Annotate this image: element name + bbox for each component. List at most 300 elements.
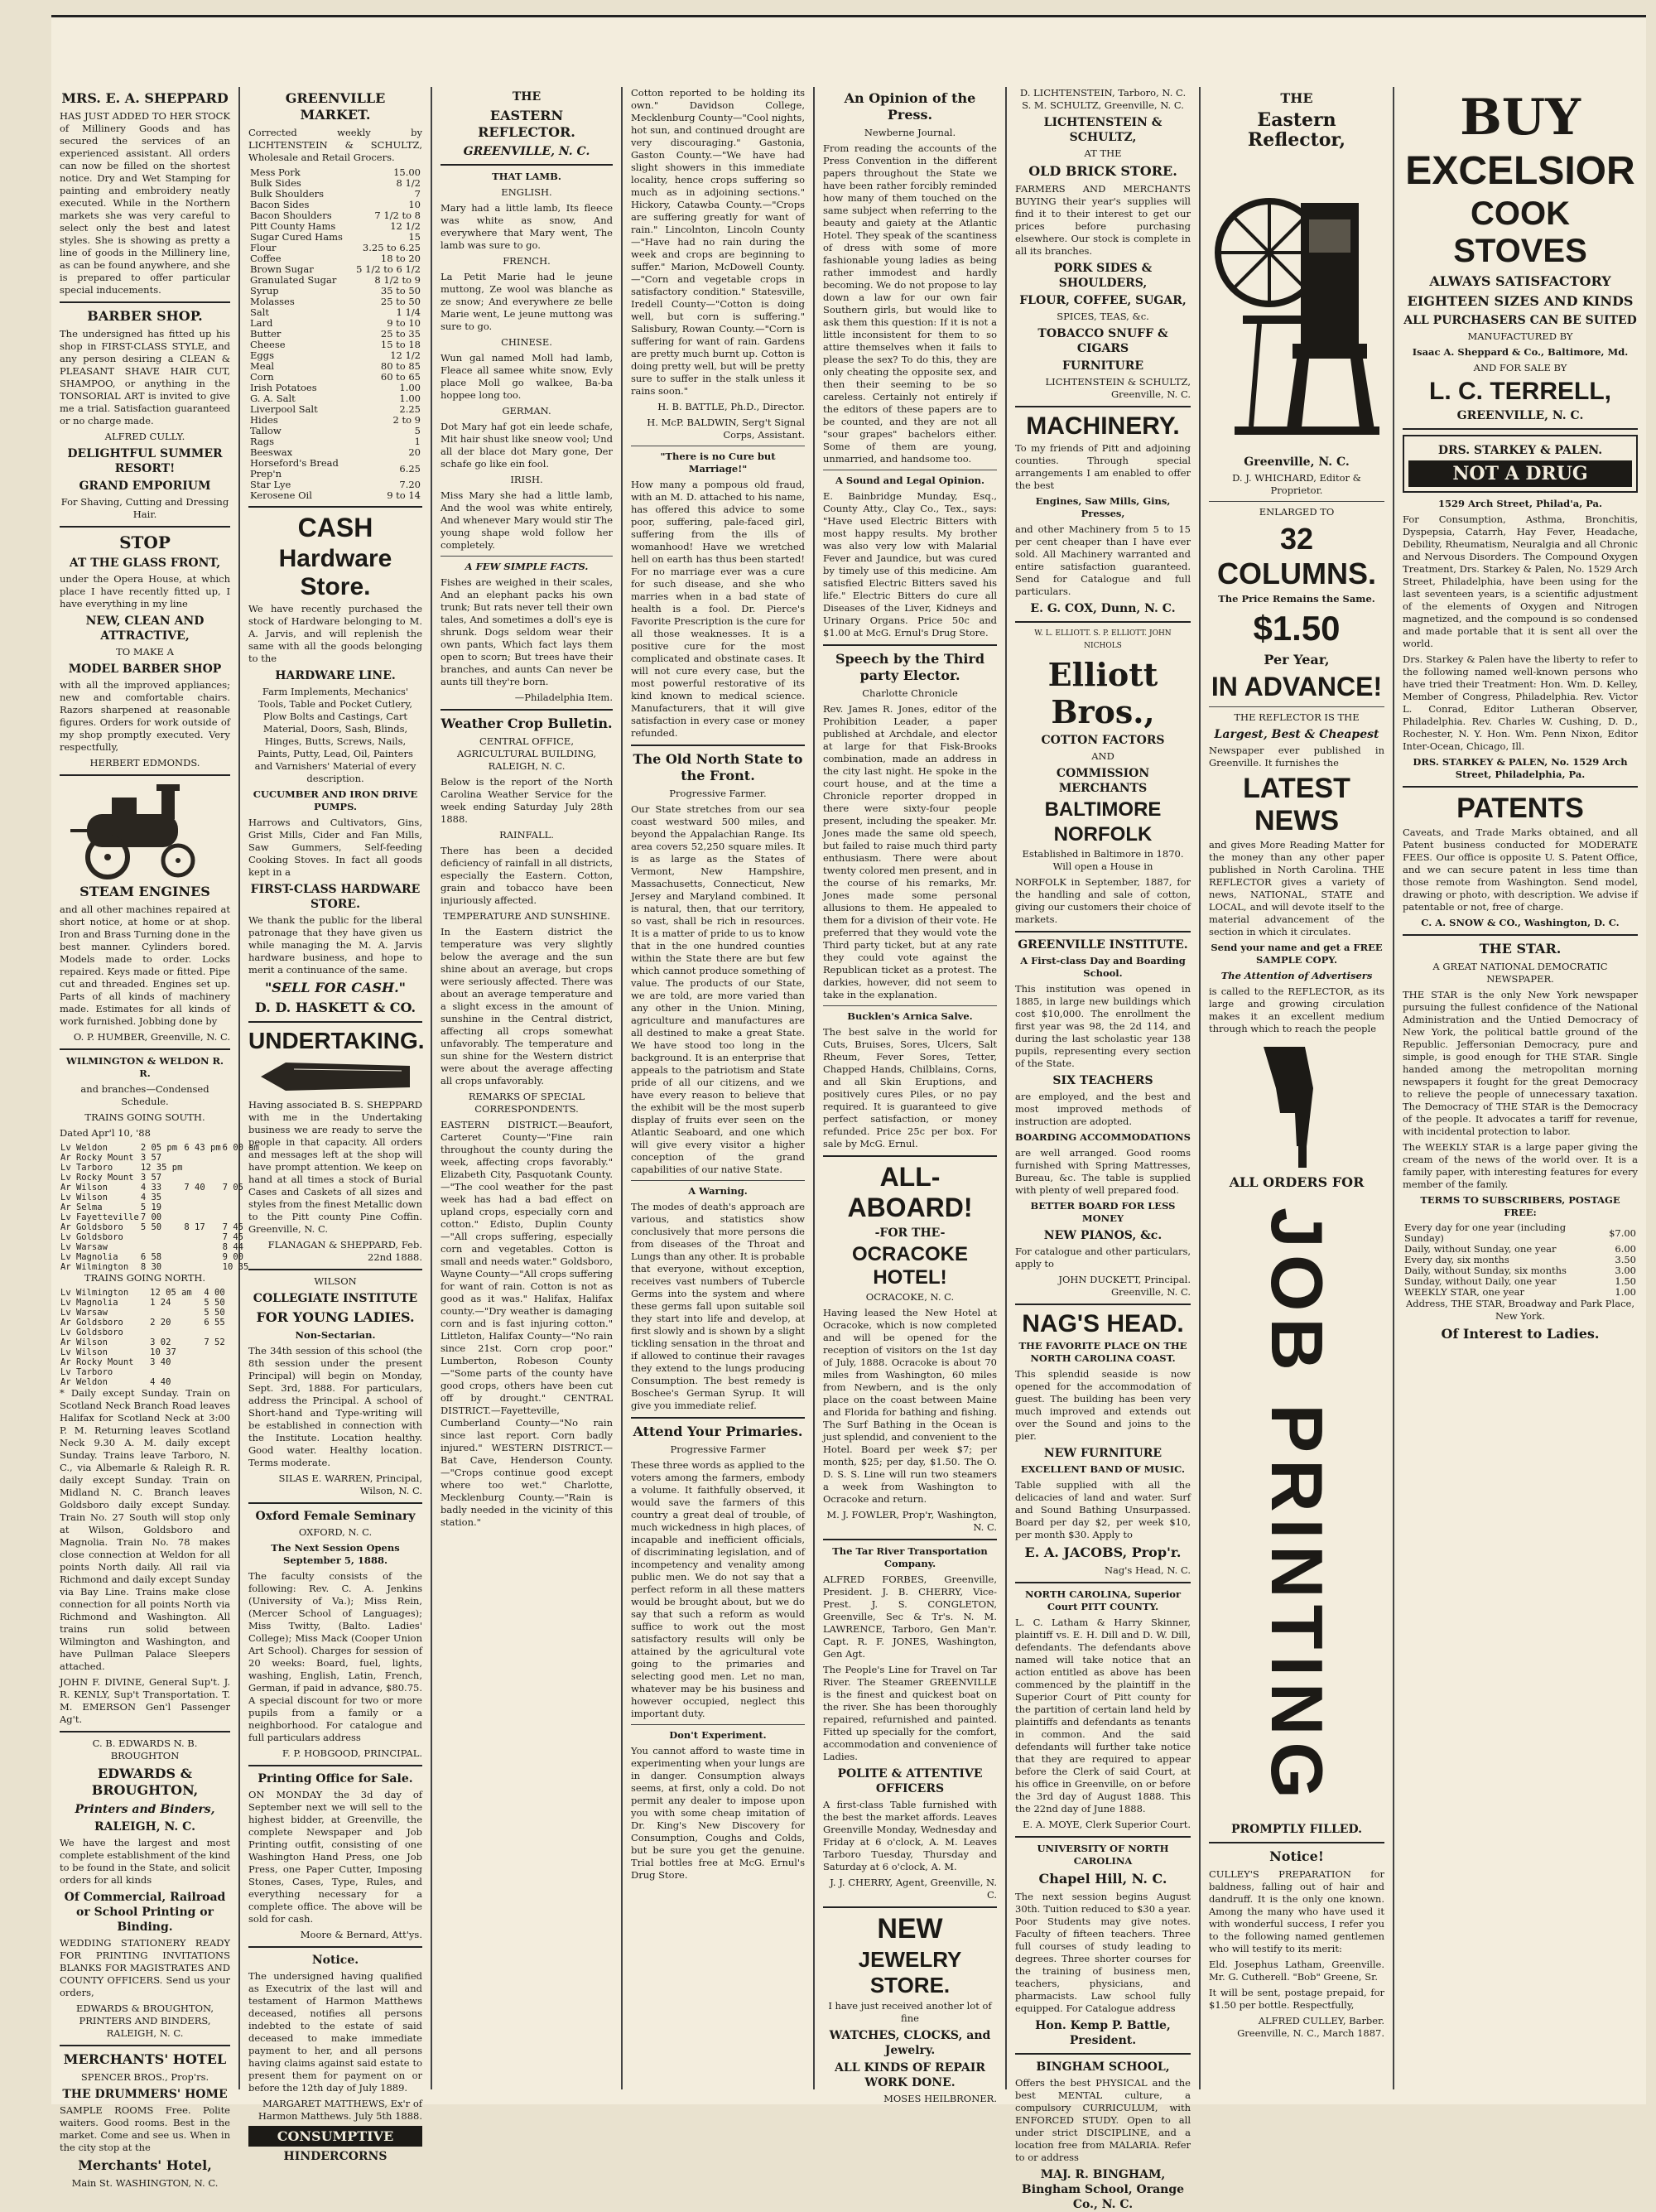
wil-pre: WILSON bbox=[314, 1275, 357, 1287]
und-sign: FLANAGAN & SHEPPARD, Feb. 22nd 1888. bbox=[267, 1239, 422, 1263]
mar-body: How many a pompous old fraud, with an M. D. attached to his name, has offered this advice to some poor, suffering, pale-faced girl, suffering from the ills of womanhood! Have we wretched hell on earth has thus been started! For no marriage ever was a cure for such disease, and she who marries when in a bad state of health is a fool. Dr. Pierce's Favorite Prescription is the cure for all those weaknesses. It is a positive cure for the most complicated and obstinate cases. It will not cure every case, but the most powerful restorative of its kind known to medical science. Manufacturers, that it will give satisfaction in every case or money refunded. bbox=[631, 479, 805, 739]
ls-names: D. LICHTENSTEIN, Tarboro, N. C. S. M. SCHULTZ, Greenville, N. C. bbox=[1019, 87, 1187, 111]
aa-title: ALL-ABOARD! bbox=[847, 1162, 973, 1222]
rr-cell: 12 05 am bbox=[150, 1288, 192, 1298]
wil-body: The 34th session of this school (the 8th session under the present Principal) will begin on Monday, Sept. 3rd, 1888. For particulars, address the Principal. A school of Short-hand and Type-writing will be established in connection with the Institute. Location healthy. Good water. Healthy location. Terms moderate. bbox=[248, 1345, 422, 1468]
rr-row bbox=[60, 1193, 260, 1202]
th-body3: is called to the REFLECTOR, as its large and growing circulation makes it an excellent medium through which to reach the people bbox=[1209, 986, 1384, 1034]
market-row bbox=[248, 426, 422, 436]
lamb-eng: ENGLISH. bbox=[501, 186, 552, 198]
eb-line2: Of Commercial, Railroad or School Printing or Binding. bbox=[64, 1891, 226, 1934]
rr-cell: 12 35 pm bbox=[140, 1163, 183, 1173]
rr-cell: Lv Tarboro bbox=[60, 1367, 113, 1377]
facts-text: Fishes are weighed in their scales, And an elephant packs his own trunk; But rats never tell their own tales, And sometimes a doll's eye is shrunk. Dogs seldom wear their own pants, Which fact lays them open to scorn; But trees have their branches, and aunts Can never be aunts till they're born. bbox=[440, 576, 613, 687]
rr-cell bbox=[183, 1173, 221, 1183]
hw-sell: "SELL FOR CASH." bbox=[264, 980, 407, 995]
rr-row bbox=[60, 1232, 260, 1242]
market-cell: 6.25 bbox=[399, 462, 421, 475]
eb-city: RALEIGH, N. C. bbox=[94, 1820, 195, 1834]
rr-cell: 4 00 bbox=[204, 1288, 225, 1298]
market-cell: 2 to 9 bbox=[392, 414, 421, 426]
mc-title: MACHINERY. bbox=[1026, 412, 1180, 440]
rr-cell: Lv Warsaw bbox=[60, 1308, 108, 1318]
rr-cell: Lv Goldsboro bbox=[60, 1328, 123, 1337]
column-7 bbox=[1201, 87, 1394, 2089]
market-cell: Rags bbox=[250, 436, 275, 447]
rr-north: TRAINS GOING NORTH. bbox=[84, 1272, 206, 1284]
terms-cell: 1.00 bbox=[1615, 1286, 1636, 1298]
rr-row bbox=[60, 1288, 230, 1298]
lamb-ch: CHINESE. bbox=[501, 336, 552, 348]
eb-title: EDWARDS & BROUGHTON, bbox=[91, 1766, 199, 1798]
lamb-ch-text: Wun gal named Moll had lamb, Fleace all samee white snow, Evly place Moll go walkee, Ba-ba hoppee long too. bbox=[440, 352, 613, 401]
rr-cell: Lv Wilson bbox=[60, 1193, 108, 1202]
rr-row bbox=[60, 1328, 230, 1337]
market-cell: 12 1/2 bbox=[390, 349, 421, 361]
market-cell: Coffee bbox=[250, 253, 282, 264]
market-cell: Granulated Sugar bbox=[250, 274, 337, 286]
tr-sign: J. J. CHERRY, Agent, Greenville, N. C. bbox=[830, 1877, 997, 1901]
sp-not: NOT A DRUG bbox=[1408, 460, 1632, 487]
terms-cell: 3.50 bbox=[1615, 1254, 1636, 1265]
market-cell: 1.00 bbox=[399, 393, 421, 404]
rr-cell: Ar Wilmington bbox=[60, 1262, 129, 1272]
rr-cell bbox=[183, 1242, 221, 1252]
top-sign2: H. McP. BALDWIN, Serg't Signal Corps, Assistant. bbox=[647, 417, 805, 441]
th-notice-body: CULLEY'S PREPARATION for baldness, falling out of hair and dandruff. It is the only one known. Among the many who have used it with wonderful success, I refer you to the following named gentlemen who will testify to its merit: bbox=[1209, 1867, 1384, 1954]
eighteen: EIGHTEEN SIZES AND KINDS bbox=[1407, 293, 1634, 309]
th-enlarged: ENLARGED TO bbox=[1259, 506, 1335, 518]
op-title: An Opinion of the Press. bbox=[844, 90, 976, 123]
stop-sub: AT THE GLASS FRONT, bbox=[69, 557, 221, 570]
market-cell: 3.25 to 6.25 bbox=[362, 242, 421, 253]
nc-sign: E. A. MOYE, Clerk Superior Court. bbox=[1023, 1819, 1191, 1830]
barber-title: BARBER SHOP. bbox=[87, 308, 203, 324]
rr-row bbox=[60, 1357, 230, 1367]
market-cell: Flour bbox=[250, 242, 277, 253]
eb6-and: AND bbox=[1091, 750, 1114, 762]
bs-title: BINGHAM SCHOOL, bbox=[1036, 2060, 1170, 2074]
ls-title: LICHTENSTEIN & SCHULTZ, bbox=[1043, 116, 1163, 144]
ls-line4: TOBACCO SNUFF & CIGARS bbox=[1037, 327, 1168, 355]
nt-body: The undersigned having qualified as Executrix of the last will and testament of Harmon Matthews deceased, notifies all persons indebted to the estate of said deceased to make immediate payment to her, and all persons having claims against said estate to present them for payment on or before the 12th day of July 1889. bbox=[248, 1970, 422, 2094]
rr-cell: 4 40 bbox=[150, 1377, 171, 1387]
sp-src: Charlotte Chronicle bbox=[862, 687, 958, 699]
rr-cell bbox=[149, 1328, 201, 1337]
eb6-est: Established in Baltimore in 1870. Will open a House in bbox=[1022, 848, 1184, 872]
market-cell: 12 1/2 bbox=[390, 220, 421, 232]
rr-row bbox=[60, 1212, 260, 1222]
wil-tag: Non-Sectarian. bbox=[295, 1329, 376, 1341]
terms-cell: Every day for one year (including Sunday) bbox=[1404, 1222, 1567, 1244]
nh-addr: Nag's Head, N. C. bbox=[1104, 1564, 1191, 1576]
ons-src: Progressive Farmer. bbox=[669, 788, 767, 799]
ba-body: The best salve in the world for Cuts, Bruises, Sores, Ulcers, Salt Rheum, Fever Sores, Tetter, Chapped Hands, Chilblains, Corns, and all Skin Eruptions, and positively cures Piles, or no pay required. It is guaranteed to give perfect satisfaction, or money refunded. Price 25c per box. For sale by McG. Ernul. bbox=[823, 1026, 997, 1149]
th-the: THE bbox=[1280, 90, 1313, 106]
rr-south: TRAINS GOING SOUTH. bbox=[84, 1111, 205, 1123]
rr-cell: 5 50 bbox=[204, 1298, 225, 1308]
exp-title: Don't Experiment. bbox=[669, 1729, 767, 1741]
market-cell: Irish Potatoes bbox=[250, 382, 317, 393]
printing-press-illustration bbox=[1210, 153, 1384, 451]
rr-cell: 4 35 bbox=[140, 1193, 162, 1202]
eb6-body: NORFOLK in September, 1887, for the handling and sale of cotton, giving our customers their choice of markets. bbox=[1015, 876, 1191, 925]
terrell-city: GREENVILLE, N. C. bbox=[1456, 409, 1584, 422]
pat-body: Caveats, and Trade Marks obtained, and all Patent business conducted for MODERATE FEES. Our office is opposite U. S. Patent Office, and we can secure patent in less time than those remote from Washington. Send model, drawing or photo, with description. We advise if patentable or not, free of charge. bbox=[1403, 826, 1638, 913]
rr-cell: Lv Rocky Mount bbox=[60, 1173, 134, 1183]
market-cell: Bacon Sides bbox=[250, 199, 310, 210]
market-cell: 7.20 bbox=[399, 479, 421, 490]
un-sign: Hon. Kemp P. Battle, President. bbox=[1035, 2019, 1171, 2047]
rr-row bbox=[60, 1298, 230, 1308]
resort-title: DELIGHTFUL SUMMER RESORT! bbox=[67, 447, 223, 475]
ls-at: AT THE bbox=[1084, 147, 1122, 159]
th-cols: 32 COLUMNS. bbox=[1217, 522, 1376, 590]
rr-row bbox=[60, 1377, 230, 1387]
nh-sign: E. A. JACOBS, Prop'r. bbox=[1024, 1545, 1182, 1560]
pat-title: PATENTS bbox=[1456, 793, 1584, 824]
rr-cell: 7 45 bbox=[222, 1222, 243, 1232]
market-cell: Meal bbox=[250, 360, 275, 372]
column-2 bbox=[240, 87, 432, 2163]
ayp-title: Attend Your Primaries. bbox=[633, 1424, 803, 1439]
mh-addr: Main St. WASHINGTON, N. C. bbox=[71, 2177, 219, 2189]
rr-cell bbox=[140, 1242, 184, 1252]
rr-cell: 6 58 bbox=[140, 1252, 162, 1262]
steam-engine-illustration bbox=[62, 781, 228, 880]
rr-row bbox=[60, 1337, 230, 1347]
aa-sign: M. J. FOWLER, Prop'r, Washington, N. C. bbox=[826, 1509, 997, 1533]
ss-title: A Sound and Legal Opinion. bbox=[835, 475, 984, 486]
rr-row bbox=[60, 1262, 260, 1272]
nj-title2: JEWELRY STORE. bbox=[858, 1947, 962, 1998]
aa-body: Having leased the New Hotel at Ocracoke, which is now completed and will be opened for the reception of visitors on the 1st day of July, 1888. Ocracoke is about 70 miles from Washington, 60 miles from Newbern, and is the only place on the coast between Maine and Florida for bathing and fishing. The Surf Bathing in the Ocean is just splendid, and convenient to the Hotel. Board per week $7; per month, $25; per day, $1.50. The O. D. S. S. Line will run two steamers a week from Washington to Ocracoke and return. bbox=[823, 1307, 997, 1505]
market-cell: 5 1/2 to 6 1/2 bbox=[356, 263, 421, 275]
gi-sign: JOHN DUCKETT, Principal. Greenville, N. C. bbox=[1058, 1274, 1191, 1298]
rr-cell bbox=[183, 1202, 221, 1212]
th-send: Send your name and get a FREE SAMPLE COPY. bbox=[1211, 942, 1383, 966]
market-cell: Eggs bbox=[250, 349, 275, 361]
eb6-sub: COTTON FACTORS bbox=[1041, 734, 1165, 747]
market-cell: Molasses bbox=[250, 296, 295, 307]
rr-row bbox=[60, 1347, 230, 1357]
gi-better: BETTER BOARD FOR LESS MONEY bbox=[1030, 1200, 1176, 1224]
bs-sign: MAJ. R. BINGHAM, Bingham School, Orange Co., N. C. bbox=[1021, 2168, 1185, 2211]
sp-brand: DRS. STARKEY & PALEN. bbox=[1437, 444, 1603, 457]
market-cell: Beeswax bbox=[250, 446, 293, 458]
hw-line2: FIRST-CLASS HARDWARE STORE. bbox=[250, 883, 421, 911]
mh-title: MERCHANTS' HOTEL bbox=[63, 2051, 227, 2067]
aa-place: OCRACOKE, N. C. bbox=[865, 1291, 955, 1303]
eb6-city2: NORFOLK bbox=[1053, 823, 1153, 846]
pointing-hand-illustration bbox=[1247, 1039, 1346, 1171]
rr-cell: 5 50 bbox=[140, 1222, 162, 1232]
market-cell: 5 bbox=[414, 425, 421, 436]
th-news: LATEST NEWS bbox=[1243, 773, 1350, 836]
market-cell: 10 bbox=[408, 199, 421, 210]
rr-cell: Lv Magnolia bbox=[60, 1252, 118, 1262]
po-body: ON MONDAY the 3d day of September next we will sell to the highest bidder, at Greenville, the complete Newspaper and Job Printing outfit, consisting of one Washington Hand Press, one Job Press, one Paper Cutter, Imposing Stones, Cases, Type, Rules, and everything necessary for a complete office. The above will be sold for cash. bbox=[248, 1789, 422, 1925]
market-sub: Corrected weekly by LICHTENSTEIN & SCHULTZ, Wholesale and Retail Grocers. bbox=[248, 127, 422, 163]
th-promptly: PROMPTLY FILLED. bbox=[1231, 1822, 1362, 1836]
tr-title: The Tar River Transportation Company. bbox=[832, 1545, 988, 1569]
ox-line: The Next Session Opens September 5, 1888. bbox=[271, 1542, 400, 1566]
lamb-de-text: Dot Mary haf got ein leede schafe, Mit hair shust like sneow vool; Und all der blace dot Mary gone, Der schafe go like ein fool. bbox=[440, 421, 613, 470]
nj-line2: ALL KINDS OF REPAIR WORK DONE. bbox=[835, 2061, 985, 2089]
column-5 bbox=[815, 87, 1007, 2104]
rr-schedule-south bbox=[60, 1143, 260, 1272]
nh-sub: THE FAVORITE PLACE ON THE NORTH CAROLINA COAST. bbox=[1018, 1340, 1187, 1364]
eb6-city: BALTIMORE bbox=[1044, 798, 1162, 821]
rr-cell bbox=[183, 1153, 221, 1163]
op-src: Newberne Journal. bbox=[864, 127, 956, 138]
nj-body: I have just received another lot of fine bbox=[828, 2000, 992, 2024]
market-cell: 25 to 50 bbox=[380, 296, 421, 307]
star-sub: A GREAT NATIONAL DEMOCRATIC NEWSPAPER. bbox=[1432, 961, 1608, 985]
facts-src: —Philadelphia Item. bbox=[514, 692, 613, 703]
th-attn: The Attention of Advertisers bbox=[1220, 970, 1373, 981]
market-row bbox=[248, 490, 422, 501]
lamb-fr: FRENCH. bbox=[503, 255, 551, 267]
ons-title: The Old North State to the Front. bbox=[633, 751, 803, 783]
tr-line: POLITE & ATTENTIVE OFFICERS bbox=[837, 1767, 983, 1795]
th-notice-refs: Eld. Josephus Latham, Greenville. Mr. G. Cutherell. "Bob" Greene, Sr. bbox=[1209, 1958, 1384, 1983]
sp-sign: DRS. STARKEY & PALEN, No. 1529 Arch Street, Philadelphia, Pa. bbox=[1413, 756, 1628, 780]
th-dollar: $1.50 bbox=[1253, 609, 1341, 648]
wil-sub: FOR YOUNG LADIES. bbox=[256, 1309, 415, 1325]
buy: BUY bbox=[1460, 89, 1581, 147]
rr-row bbox=[60, 1153, 260, 1163]
pat-sign: C. A. SNOW & CO., Washington, D. C. bbox=[1421, 917, 1620, 928]
barber-body: The undersigned has fitted up his shop in FIRST-CLASS STYLE, and any person desiring a CLEAN & PLEASANT SHAVE HAIR CUT, SHAMPOO, or anything in the TONSORIAL ART is invited to give me a trial. Satisfaction guaranteed or no charge made. bbox=[60, 328, 230, 426]
market-cell: Mess Pork bbox=[250, 166, 301, 178]
ls-line3: SPICES, TEAS, &c. bbox=[1057, 311, 1149, 322]
un-sub: Chapel Hill, N. C. bbox=[1038, 1871, 1167, 1887]
hw-title: CASH bbox=[297, 513, 373, 542]
rr-cell bbox=[203, 1367, 230, 1377]
th-is: THE REFLECTOR IS THE bbox=[1234, 711, 1360, 723]
rr-title: WILMINGTON & WELDON R. R. bbox=[65, 1055, 224, 1079]
wcb-rain-text: There has been a decided deficiency of rainfall in all districts, especially the Eastern. Cotton, grain and tobacco have been injuriously affected. bbox=[440, 845, 613, 906]
th-adv: IN ADVANCE! bbox=[1211, 672, 1383, 701]
for-sale: AND FOR SALE BY bbox=[1473, 362, 1567, 373]
all-purchasers: ALL PURCHASERS CAN BE SUITED bbox=[1403, 314, 1637, 327]
rr-cell: 6 55 bbox=[204, 1318, 225, 1328]
market-cell: 15 to 18 bbox=[380, 339, 421, 350]
ox-body: The faculty consists of the following: Rev. C. A. Jenkins (University of Va.); Miss Rein, (Mercer School of Languages); Miss Twitty, (Balto. Ladies' College); Miss Mack (Cooper Union Art School). Charges for session of 20 weeks: Board, fuel, lights, washing, English, Latin, French, German, if paid in advance, $80.75. A special discount for two or more pupils from a family or a neighborhood. For catalogue and full particulars address bbox=[248, 1570, 422, 1743]
barber-sign: ALFRED CULLY. bbox=[104, 431, 185, 442]
lamb-title: THAT LAMB. bbox=[492, 171, 561, 182]
column-3 bbox=[432, 87, 623, 2089]
gi-pianos: NEW PIANOS, &c. bbox=[1043, 1229, 1163, 1242]
un-body: The next session begins August 30th. Tuition reduced to $30 a year. Poor Students may give notes. Faculty of fifteen teachers. Three full courses of study leading to degrees. Three shorter courses for the training of business men, teachers, physicians, and pharmacists. Law school fully equipped. For Catalogue address bbox=[1015, 1891, 1191, 2014]
rr-row bbox=[60, 1367, 230, 1377]
cons-sub: HINDERCORNS bbox=[283, 2150, 388, 2163]
bs-body: Offers the best PHYSICAL and the best MENTAL culture, a compulsory CURRICULUM, with ENFORCED STUDY. Open to all under strict DISCIPLINE, and a location free from MALARIA. Refer to or address bbox=[1015, 2077, 1191, 2163]
rr-cell: 7 52 bbox=[204, 1337, 225, 1347]
market-cell: 15.00 bbox=[393, 166, 421, 178]
nh-body: This splendid seaside is now opened for the accommodation of guest. The building has been very much improved and extends out over the Sound and joins to the pier. bbox=[1015, 1368, 1191, 1442]
rr-row bbox=[60, 1222, 260, 1232]
und-title: UNDERTAKING. bbox=[248, 1028, 425, 1053]
terms-cell: Daily, without Sunday, six months bbox=[1404, 1265, 1567, 1276]
nj-title: NEW bbox=[877, 1913, 943, 1945]
rr-cell: 3 57 bbox=[140, 1153, 162, 1163]
rr-cell: Lv Wilmington bbox=[60, 1288, 129, 1298]
ba-title: Bucklen's Arnica Salve. bbox=[847, 1010, 973, 1022]
market-cell: Lard bbox=[250, 317, 273, 329]
eb-sign: EDWARDS & BROUGHTON, PRINTERS AND BINDERS, RALEIGH, N. C. bbox=[76, 2002, 214, 2039]
ayp-src: Progressive Farmer bbox=[670, 1443, 766, 1455]
po-sign: Moore & Bernard, Att'ys. bbox=[300, 1929, 422, 1940]
rr-cell: Lv Magnolia bbox=[60, 1298, 118, 1308]
rr-cell bbox=[203, 1347, 230, 1357]
market-cell: Star Lye bbox=[250, 479, 291, 490]
rr-row bbox=[60, 1143, 260, 1153]
rr-cell bbox=[183, 1252, 221, 1262]
mc-line: Engines, Saw Mills, Gins, Presses, bbox=[1035, 495, 1171, 519]
market-cell: Bulk Shoulders bbox=[250, 188, 325, 200]
eb-body: We have the largest and most complete establishment of the kind to be found in the State, and solicit orders for all kinds bbox=[60, 1837, 230, 1886]
gi-body: This institution was opened in 1885, in large new buildings which cost $10,000. The enrollment the first year was 98, the 2d 114, and during the last scholastic year 138 pupils, representing every section of the State. bbox=[1015, 983, 1191, 1069]
th-body2: and gives More Reading Matter for the money than any other paper published in North Carolina. THE REFLECTOR gives a variety of news, NATIONAL, STATE and LOCAL, and will devote itself to the material advancement of the section in which it circulates. bbox=[1209, 839, 1384, 937]
rr-sub: and branches—Condensed Schedule. bbox=[80, 1083, 209, 1107]
market-cell: 9 to 14 bbox=[387, 489, 421, 501]
th-price: The Price Remains the Same. bbox=[1218, 593, 1375, 605]
tr-officers: ALFRED FORBES, Greenville, President. J. B. CHERRY, Vice-Prest. J. S. CONGLETON, Greenville, Sec & Tr's. N. M. LAWRENCE, Tarboro, Gen Man'r. Capt. R. F. JONES, Washington, Gen Agt. bbox=[823, 1573, 997, 1660]
stop-body: under the Opera House, at which place I have recently fitted up, I have everything in my line bbox=[60, 573, 230, 610]
terms-cell: 3.00 bbox=[1615, 1265, 1636, 1276]
hw-sign: D. D. HASKETT & CO. bbox=[254, 1000, 416, 1015]
wcb-rem: REMARKS OF SPECIAL CORRESPONDENTS. bbox=[468, 1091, 585, 1115]
th-notice-sign: ALFRED CULLEY, Barber. Greenville, N. C., March 1887. bbox=[1237, 2014, 1384, 2039]
th-per: Per Year, bbox=[1264, 652, 1330, 667]
market-cell: 8 1/2 to 9 bbox=[374, 274, 421, 286]
eb-sub: Printers and Binders, bbox=[75, 1803, 215, 1816]
ls-body: FARMERS AND MERCHANTS BUYING their year's supplies will find it to their interest to get our prices before purchasing elsewhere. Our stock is complete in all its branches. bbox=[1015, 183, 1191, 257]
rr-cell: 10 37 bbox=[150, 1347, 176, 1357]
gi-body4: For catalogue and other particulars, apply to bbox=[1015, 1246, 1191, 1270]
sheppard-body: HAS JUST ADDED TO HER STOCK of Millinery Goods and has secured the services of an experienced assistant. All orders can now be filled on the shortest notice. Dry and Wet Stamping for painting and embroidery neatly executed. While in the Northern markets she was very careful to select only the best and latest styles. She is showing as pretty a line of goods in the Millinery line, as can be found anywhere, and she is prepared to offer particular special inducements. bbox=[60, 110, 230, 296]
rr-cell bbox=[183, 1232, 221, 1242]
rr-cell: Ar Rocky Mount bbox=[60, 1153, 134, 1163]
po-title: Printing Office for Sale. bbox=[258, 1772, 413, 1786]
stop-line4: MODEL BARBER SHOP bbox=[68, 663, 222, 676]
rr-cell bbox=[183, 1163, 221, 1173]
rr-row bbox=[60, 1173, 260, 1183]
tr-body2: A first-class Table furnished with the best the market affords. Leaves Greenville Monday, Wednesday and Friday at 6 o'clock, A. M. Leaves Tarboro Tuesday, Thursday and Saturday at 6 o'clock, A. M. bbox=[823, 1799, 997, 1872]
rr-cell: 7 40 bbox=[184, 1183, 205, 1193]
rr-cell bbox=[140, 1232, 184, 1242]
ayp-body: These three words as applied to the voters among the farmers, embody a volume. It faithfully observed, it would save the farmers of this country a great deal of trouble, of much wickedness in high places, of incapable and inefficient officials, of discriminating legislation, and of incompetency and venality among public men. We do not say that a perfect reform in all these matters would be brought about, but we do say that such a reform as would suffice to work out the most satisfactory results will only be attained by the agricultural vote going to the primaries and selecting good men. Let no man, whatever may be his business and however occupied, neglect this important duty. bbox=[631, 1459, 805, 1719]
eb-names: C. B. EDWARDS N. B. BROUGHTON bbox=[92, 1737, 198, 1761]
th-editor: D. J. WHICHARD, Editor & Proprietor. bbox=[1232, 472, 1361, 496]
column-1 bbox=[51, 87, 259, 2189]
market-cell: 15 bbox=[408, 231, 421, 243]
terms-row bbox=[1403, 1287, 1638, 1298]
rr-cell: 10 35 bbox=[222, 1262, 249, 1272]
excelsior: EXCELSIOR bbox=[1405, 149, 1635, 193]
stop-line2: NEW, CLEAN AND ATTRACTIVE, bbox=[85, 614, 205, 643]
rr-cell: 9 00 bbox=[222, 1252, 243, 1262]
star-addr: Address, THE STAR, Broadway and Park Place, New York. bbox=[1406, 1298, 1634, 1322]
terms-cell: Every day, six months bbox=[1404, 1254, 1509, 1265]
gi-title: GREENVILLE INSTITUTE. bbox=[1018, 938, 1188, 952]
mfd: MANUFACTURED BY bbox=[1467, 330, 1573, 342]
rr-cell: Lv Tarboro bbox=[60, 1163, 113, 1173]
lamb-de: GERMAN. bbox=[502, 405, 551, 417]
nc-title: NORTH CAROLINA, Superior Court PITT COUNTY. bbox=[1024, 1588, 1182, 1612]
ls-sign: LICHTENSTEIN & SCHULTZ, Greenville, N. C. bbox=[1045, 376, 1191, 400]
rr-cell: 3 02 bbox=[150, 1337, 171, 1347]
ls-line2: FLOUR, COFFEE, SUGAR, bbox=[1019, 294, 1187, 307]
column-8 bbox=[1394, 87, 1646, 2089]
market-cell: 8 1/2 bbox=[396, 177, 421, 189]
terrell: L. C. TERRELL, bbox=[1429, 378, 1611, 405]
market-cell: 60 to 65 bbox=[380, 371, 421, 383]
lamb-ir-text: Miss Mary she had a little lamb, And the wool was white entirely, And whenever Mary would stir The young shape wold follow her completely. bbox=[440, 489, 613, 551]
rr-cell: 3 40 bbox=[150, 1357, 171, 1367]
th-orders: ALL ORDERS FOR bbox=[1229, 1174, 1365, 1190]
rr-row bbox=[60, 1318, 230, 1328]
eb-body2: WEDDING STATIONERY READY FOR PRINTING INVITATIONS BLANKS FOR MAGISTRATES AND COUNTY OFFICERS. Send us your orders, bbox=[60, 1937, 230, 1998]
ls-line: PORK SIDES & SHOULDERS, bbox=[1053, 262, 1153, 290]
coffin-illustration bbox=[253, 1056, 418, 1097]
terms-row bbox=[1403, 1222, 1638, 1244]
eb6-names: W. L. ELLIOTT. S. P. ELLIOTT. JOHN NICHOLS bbox=[1034, 629, 1172, 650]
starkey-palen-logo bbox=[1403, 435, 1638, 493]
market-cell: 9 to 10 bbox=[387, 317, 421, 329]
nh-band: EXCELLENT BAND OF MUSIC. bbox=[1020, 1463, 1186, 1475]
column-4 bbox=[623, 87, 815, 2089]
hw-list: Farm Implements, Mechanics' Tools, Table and Pocket Cutlery, Plow Bolts and Castings, Cart Material, Doors, Sash, Blinds, Hinges, Butts, Screws, Nails, Paints, Putty, Lead, Oil, Painters and Varnishers' Material of every description. bbox=[254, 686, 416, 784]
always: ALWAYS SATISFACTORY bbox=[1429, 273, 1611, 289]
rr-cell: Ar Wilson bbox=[60, 1337, 108, 1347]
steam-sign: O. P. HUMBER, Greenville, N. C. bbox=[73, 1031, 230, 1043]
rr-dated: Dated Apr'l 10, '88 bbox=[60, 1127, 151, 1139]
nt-title: Notice. bbox=[311, 1954, 359, 1967]
ox-sign: F. P. HOBGOOD, PRINCIPAL. bbox=[282, 1747, 422, 1759]
mast-city: GREENVILLE, N. C. bbox=[463, 145, 590, 158]
rr-cell: 3 57 bbox=[140, 1173, 162, 1183]
rr-cell: Lv Weldon bbox=[60, 1143, 108, 1153]
rr-row bbox=[60, 1242, 260, 1252]
terms-cell: 1.50 bbox=[1615, 1275, 1636, 1287]
rr-cell bbox=[203, 1377, 230, 1387]
terms-title: TERMS TO SUBSCRIBERS, POSTAGE FREE: bbox=[1420, 1194, 1620, 1218]
th-job: JOB PRINTING bbox=[1256, 1207, 1338, 1805]
mc-body2: and other Machinery from 5 to 15 per cent cheaper than I have ever sold. All Machinery warranted and entire satisfaction guaranteed. Send for Catalogue and full particulars. bbox=[1015, 523, 1191, 597]
rr-row bbox=[60, 1183, 260, 1193]
wcb-temp-text: In the Eastern district the temperature was very slightly below the average and the sun shine about an average, but crops were seriously affected. There was about an average temperature and a slight excess in the amount of sunshine in the Central district, affecting all crops somewhat unfavorably. The temperature and sun shine for the Western district were about the average affecting all crops unfavorably. bbox=[440, 926, 613, 1087]
hw-body2: Harrows and Cultivators, Gins, Grist Mills, Cider and Fan Mills, Saw Gummers, Self-feeding Cooking Stoves. In fact all goods kept in a bbox=[248, 817, 422, 878]
rr-cell: Ar Weldon bbox=[60, 1377, 108, 1387]
sp-body: Rev. James R. Jones, editor of the Prohibition Leader, a paper published at Archdale, and elector at large for that Fisk-Brooks combination, made an address in the city last night. He spoke in the court house, and at the time a Chronicle reporter dropped in there were sixty-four people present, including the speaker. Mr. Jones made the same old speech, but failed to raise much third party enthusiasm. There were about twenty colored men present, and in the course of his remarks, Mr. Jones made some personal allusions to them. He appealed to them for a division of their vote. He preferred that they would vote the Third party ticket, but at any rate they could vote against the Republican ticket as a protest. The darkies, however, did not seem to take in the explanation. bbox=[823, 703, 997, 1000]
market-row bbox=[248, 458, 422, 480]
terms-cell: 6.00 bbox=[1615, 1243, 1636, 1255]
nj-line: WATCHES, CLOCKS, and Jewelry. bbox=[829, 2029, 991, 2057]
sheppard-title: MRS. E. A. SHEPPARD bbox=[61, 90, 229, 106]
wcb-rain: RAINFALL. bbox=[499, 829, 554, 841]
isaac: Isaac A. Sheppard & Co., Baltimore, Md. bbox=[1412, 346, 1629, 358]
market-table bbox=[248, 167, 422, 501]
market-cell: Tallow bbox=[250, 425, 282, 436]
rr-cell bbox=[183, 1193, 221, 1202]
sp-body: For Consumption, Asthma, Bronchitis, Dyspepsia, Catarrh, Hay Fever, Headache, Debility, Rheumatism, Neuralgia and all Chronic and Nervous Disorders. The Compound Oxygen Treatment, Drs. Starkey & Palen, No. 1529 Arch Street, Philadelphia, have been using for the last seventeen years, is a scientific adjustment of the elements of Oxygen and Nitrogen magnetized, and the compound is so condensed and made portable that it is sent all over the world. bbox=[1403, 513, 1638, 649]
rr-cell: Ar Goldsboro bbox=[60, 1318, 123, 1328]
rr-cell: 1 24 bbox=[150, 1298, 171, 1308]
market-cell: 1.00 bbox=[399, 382, 421, 393]
